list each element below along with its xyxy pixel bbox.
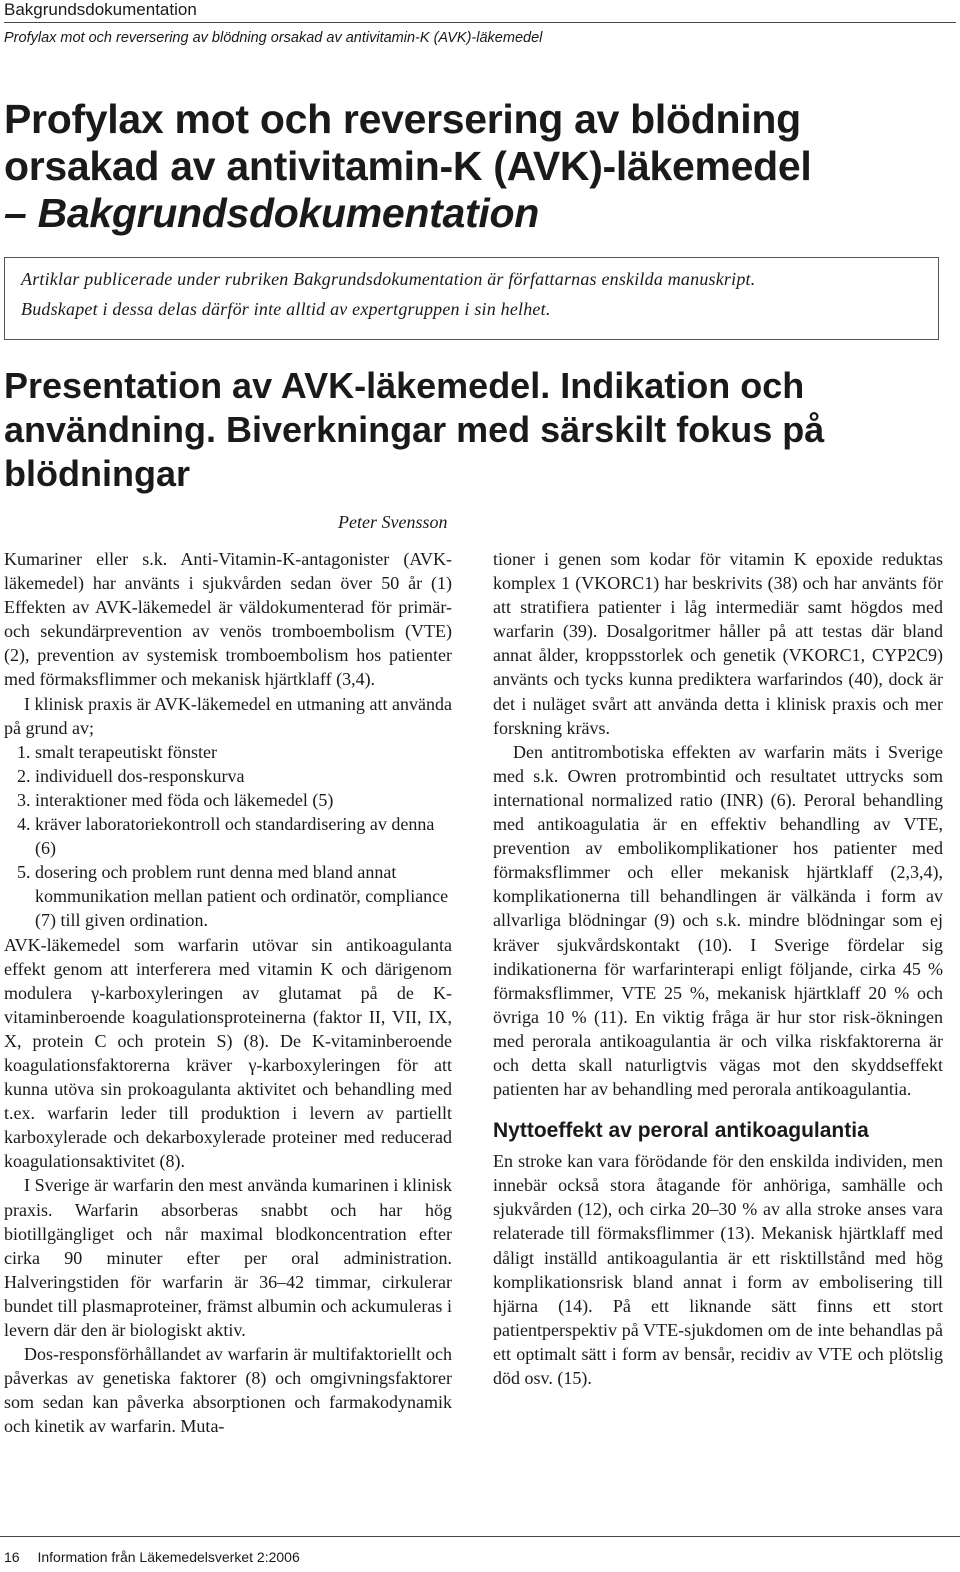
paragraph: En stroke kan vara förödande för den enskilda individen, men innebär också stora åtagande för anhöriga, samhälle och sjukvården (12), och cirka 20–30 % av alla stroke anses vara relaterade till förmaksflimmer (13). Mekanisk hjärtklaff med dåligt inställd antikoagulantia är ett risktillstånd med hög komplikationsrisk bland annat i form av embolisering till hjärna (14). På ett liknande sätt finns ett stort patientperspektiv på VTE-sjukdomen om de inte behandlas på ett optimalt sätt i form av bensår, recidiv av VTE och plötslig död osv. (15).	[493, 1151, 943, 1388]
section-heading: Presentation av AVK-läkemedel. Indikation och användning. Biverkningar med särskilt fokus på blödningar	[4, 365, 825, 494]
subsection-heading: Nyttoeffekt av peroral antikoagulantia	[493, 1119, 869, 1143]
list-item: 4. kräver laboratoriekontroll och standardisering av denna (6)	[35, 812, 452, 860]
publication-name: Information från Läkemedelsverket 2:2006	[37, 1549, 300, 1565]
footer-rule	[0, 1536, 960, 1537]
paragraph: tioner i genen som kodar för vitamin K epoxide reduktas komplex 1 (VKORC1) har beskrivits (38) och har använts för att stratifiera patienter i låg intermediär samt högdos med warfarin (39). Dosalgoritmer håller på att testas där bland annat ålder, kroppsstorlek och genetik (VKORC1, CYP2C9) använts och tycks kunna prediktera warfarindos (40), dock är det i nuläget svårt att använda detta i klinisk praxis och mer forskning krävs.	[493, 549, 943, 738]
right-column	[493, 547, 943, 1390]
page-number: 16	[4, 1549, 20, 1565]
author: Peter Svensson	[338, 512, 448, 532]
paragraph: I klinisk praxis är AVK-läkemedel en utmaning att använda på grund av;	[4, 693, 452, 738]
paragraph: I Sverige är warfarin den mest använda kumarinen i klinisk praxis. Warfarin absorberas snabbt och har hög biotillgängliget och når maximal blodkoncentration efter cirka 90 minuter efter per oral administration. Halveringstiden för warfarin är 36–42 timmar, cirkulerar bundet till plasmaproteiner, främst albumin och ackumuleras i levern där den är biologiskt aktiv.	[4, 1175, 452, 1340]
list-item: 3. interaktioner med föda och läkemedel (5)	[35, 788, 452, 812]
disclaimer-line-2: Budskapet i dessa delas därför inte alltid av expertgruppen i sin helhet.	[21, 299, 551, 319]
title-line-1: Profylax mot och reversering av blödning	[4, 96, 801, 142]
paragraph: Den antitrombotiska effekten av warfarin mäts i Sverige med s.k. Owren protrombintid och resultatet uttrycks som international normalized ratio (INR) (6). Peroral behandling med antikoagulatia är en effektiv behandling av VTE, prevention av embolikomplikationer hos patienter med förmaksflimmer och eller mekanisk hjärtklaff (2,3,4), komplikationerna till behandlingen är välkända i form av allvarliga blödningar (9) och s.k. mindre blödningar som ej kräver sjukvårdskontakt (10). I Sverige fördelar sig indikationerna för warfarinterapi enligt följande, cirka 45 % förmaksflimmer, VTE 25 %, mekanisk hjärtklaff 20 % och övriga 10 % (11). En viktig fråga är hur stor risk-ökningen med perorala antikoagulantia är och vilka riskfaktorerna är och detta skall naturligtvis vägas mot den skyddseffekt patienten har av behandling med perorala antikoagulantia.	[493, 741, 943, 1100]
title-line-3: – Bakgrundsdokumentation	[4, 190, 539, 236]
running-header-section: Bakgrundsdokumentation	[4, 0, 197, 19]
list-item: 1. smalt terapeutiskt fönster	[35, 740, 452, 764]
page-footer	[0, 1536, 960, 1565]
list-item: 5. dosering och problem runt denna med bland annat kommunikation mellan patient och ordinatör, compliance (7) till given ordination.	[35, 860, 452, 932]
running-header-subtitle: Profylax mot och reversering av blödning orsakad av antivitamin-K (AVK)-läkemedel	[4, 30, 543, 46]
running-header	[4, 0, 956, 48]
disclaimer-box	[4, 257, 939, 340]
challenge-list	[4, 740, 452, 933]
paragraph: Dos-responsförhållandet av warfarin är multifaktoriellt och påverkas av genetiska faktorer (8) och omgivningsfaktorer som sedan kan påverka absorptionen och farmakodynamik och kinetik av warfarin. Muta-	[4, 1344, 452, 1437]
paragraph: AVK-läkemedel som warfarin utövar sin antikoagulanta effekt genom att interferera med vitamin K och därigenom modulera γ-karboxyleringen av glutamat på de K-vitaminberoende koagulationsproteinerna (faktor II, VII, IX, X, protein C och protein S) (8). De K-vitaminberoende koagulationsfaktorerna kräver γ-karboxyleringen för att kunna utöva sin prokoagulanta aktivitet och behandling med t.ex. warfarin leder till produktion i levern av partiellt karboxylerade och dekarboxylerade proteiner med reducerad koagulationsaktivitet (8).	[4, 934, 452, 1172]
paragraph: Kumariner eller s.k. Anti-Vitamin-K-antagonister (AVK-läkemedel) har använts i sjukvården sedan över 50 år (1) Effekten av AVK-läkemedel är väldokumenterad för primär- och sekundärprevention av venös tromboembolism (VTE) (2), prevention av systemisk tromboembolism hos patienter med förmaksflimmer och mekanisk hjärtklaff (3,4).	[4, 549, 452, 690]
page-title	[4, 96, 956, 237]
running-header-rule	[4, 22, 956, 23]
list-item: 2. individuell dos-responskurva	[35, 764, 452, 788]
left-column	[4, 547, 452, 1438]
title-line-2: orsakad av antivitamin-K (AVK)-läkemedel	[4, 143, 812, 189]
footer-text	[0, 1549, 960, 1565]
disclaimer-line-1: Artiklar publicerade under rubriken Bakgrundsdokumentation är författarnas enskilda manuskript.	[21, 269, 756, 289]
